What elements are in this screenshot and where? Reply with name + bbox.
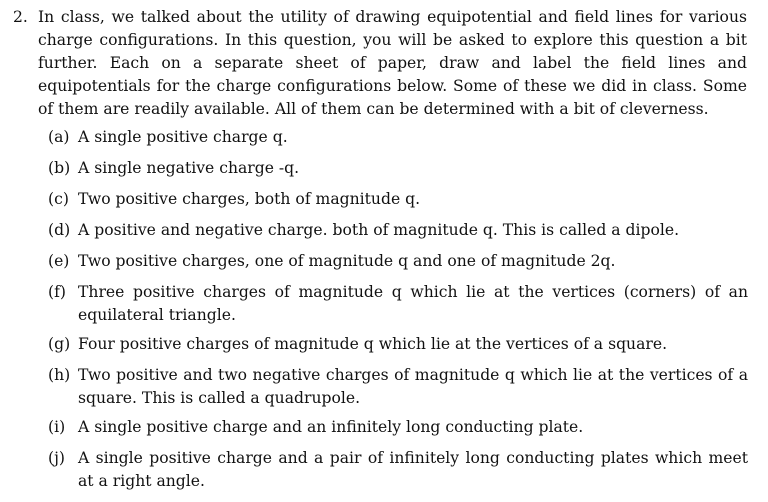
part-label: (c) bbox=[48, 190, 69, 208]
part-b bbox=[48, 157, 748, 180]
part-text: Two positive and two negative charges of magnitude q which lie at the vertices of a square. This is called a quadrupole. bbox=[78, 366, 748, 407]
part-text: Two positive charges, both of magnitude q. bbox=[78, 190, 421, 208]
part-text: A single negative charge -q. bbox=[78, 159, 300, 177]
part-text: Two positive charges, one of magnitude q and one of magnitude 2q. bbox=[78, 252, 616, 270]
part-h bbox=[48, 364, 748, 410]
part-label: (d) bbox=[48, 221, 71, 239]
part-label: (g) bbox=[48, 335, 71, 353]
part-label: (b) bbox=[48, 159, 71, 177]
part-label: (a) bbox=[48, 128, 70, 146]
problem-parts-list bbox=[48, 126, 748, 501]
part-f bbox=[48, 281, 748, 327]
part-text: Three positive charges of magnitude q which lie at the vertices (corners) of an equilateral triangle. bbox=[78, 283, 748, 324]
part-g bbox=[48, 333, 748, 356]
part-text: A single positive charge q. bbox=[78, 128, 288, 146]
part-label: (h) bbox=[48, 366, 71, 384]
part-e bbox=[48, 250, 748, 273]
part-text: A single positive charge and an infinitely long conducting plate. bbox=[78, 418, 584, 436]
part-j bbox=[48, 447, 748, 493]
part-label: (i) bbox=[48, 418, 66, 436]
problem-number: 2. bbox=[13, 8, 28, 26]
part-c bbox=[48, 188, 748, 211]
part-d bbox=[48, 219, 748, 242]
part-i bbox=[48, 416, 748, 439]
part-label: (e) bbox=[48, 252, 70, 270]
problem-2 bbox=[13, 6, 747, 121]
part-label: (f) bbox=[48, 283, 66, 301]
part-text: A single positive charge and a pair of infinitely long conducting plates which meet at a right angle. bbox=[78, 449, 748, 490]
problem-intro: In class, we talked about the utility of drawing equipotential and field lines for various charge configurations. In this question, you will be asked to explore this question a bit further. Each on a separate sheet of paper, draw and label the field lines and equipotentials for the charge configurations below. Some of these we did in class. Some of them are readily available. All of them can be determined with a bit of cleverness. bbox=[38, 8, 747, 118]
part-label: (j) bbox=[48, 449, 66, 467]
part-text: A positive and negative charge. both of magnitude q. This is called a dipole. bbox=[78, 221, 680, 239]
part-a bbox=[48, 126, 748, 149]
part-text: Four positive charges of magnitude q which lie at the vertices of a square. bbox=[78, 335, 668, 353]
